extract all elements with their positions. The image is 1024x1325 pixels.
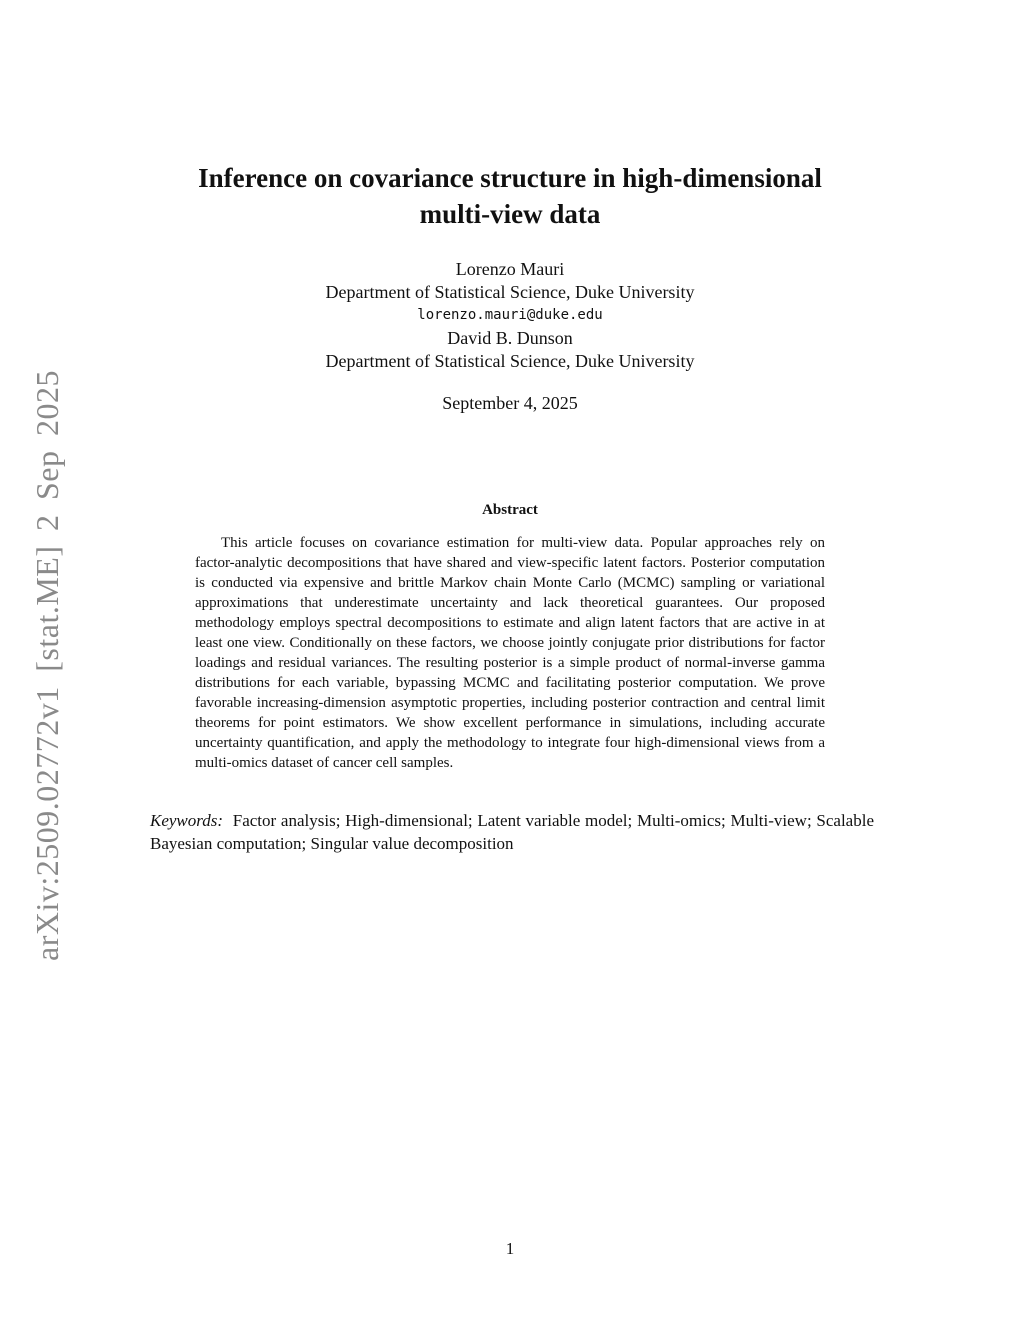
abstract-body: This article focuses on covariance estimation for multi-view data. Popular approaches rely on factor-analytic decompositions that have shared and view-specific latent factors. Posterior computation is conducted via expensive and brittle Markov chain Monte Carlo (MCMC) sampling or variational approximations that underestimate uncertainty and lack theoretical guarantees. Our proposed methodology employs spectral decompositions to estimate and align latent factors that are active in at least one view. Conditionally on these factors, we choose jointly conjugate prior distributions for factor loadings and residual variances. The resulting posterior is a simple product of normal-inverse gamma distributions for each variable, bypassing MCMC and facilitating posterior computation. We prove favorable increasing-dimension asymptotic properties, including posterior contraction and central limit theorems for point estimators. We show excellent performance in simulations, including accurate uncertainty quantification, and apply the methodology to integrate four high-dimensional views from a multi-omics dataset of cancer cell samples. bbox=[195, 535, 825, 771]
author-name: David B. Dunson bbox=[447, 328, 573, 348]
keywords-label: Keywords: bbox=[150, 811, 224, 830]
author-block bbox=[150, 258, 870, 373]
page-number: 1 bbox=[505, 1239, 515, 1258]
abstract-heading: Abstract bbox=[482, 502, 538, 518]
keywords-text: Factor analysis; High-dimensional; Latent variable model; Multi-omics; Multi-view; Scalable Bayesian computation; Singular value decomposition bbox=[150, 811, 874, 853]
publication-date: September 4, 2025 bbox=[442, 393, 578, 413]
author-name: Lorenzo Mauri bbox=[455, 259, 565, 279]
keywords-section bbox=[150, 809, 874, 855]
arxiv-identifier-text: arXiv:2509.02772v1 [stat.ME] 2 Sep 2025 bbox=[28, 369, 65, 961]
paper-title bbox=[150, 160, 870, 232]
author-email: lorenzo.mauri@duke.edu bbox=[417, 307, 603, 323]
author-affiliation: Department of Statistical Science, Duke University bbox=[325, 351, 695, 371]
arxiv-identifier-stamp bbox=[28, 370, 66, 960]
paper-title-line-1: Inference on covariance structure in high-dimensional bbox=[198, 163, 822, 193]
paper-title-line-2: multi-view data bbox=[419, 199, 601, 229]
author-affiliation: Department of Statistical Science, Duke University bbox=[325, 282, 695, 302]
